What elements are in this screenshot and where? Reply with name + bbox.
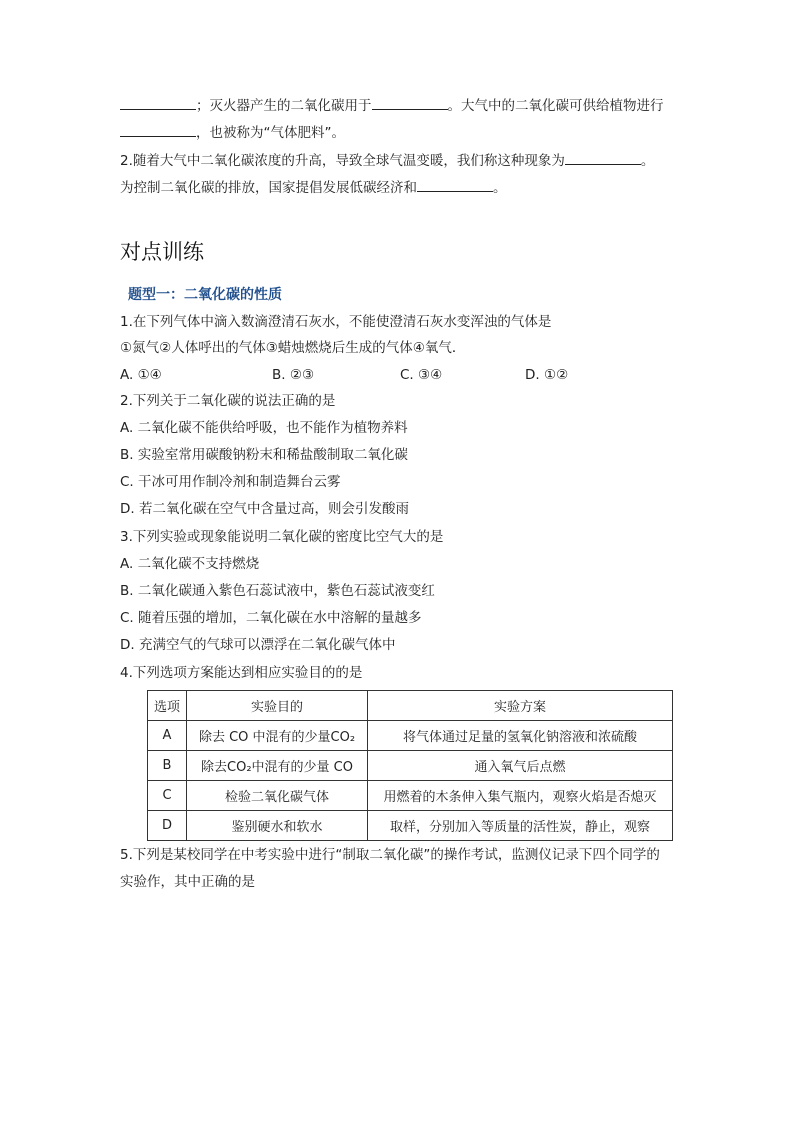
table-cell-purpose: 除去 CO 中混有的少量CO₂	[187, 721, 368, 751]
q3-stem: 3.下列实验或现象能说明二氧化碳的密度比空气大的是	[120, 529, 444, 545]
table-header-cell: 选项	[148, 691, 187, 721]
table-cell-purpose: 鉴别硬水和软水	[187, 811, 368, 841]
answer-blank[interactable]	[372, 95, 448, 110]
table-cell-plan: 取样，分别加入等质量的活性炭，静止，观察	[368, 811, 673, 841]
table-row[interactable]	[148, 811, 673, 841]
intro-q2-line-1	[120, 150, 654, 171]
q3-option-a[interactable]: A. 二氧化碳不支持燃烧	[120, 556, 260, 572]
table-cell-plan: 通入氧气后点燃	[368, 751, 673, 781]
intro-line-1	[120, 95, 664, 116]
section-title: 对点训练	[120, 240, 204, 264]
q2-option-d[interactable]: D. 若二氧化碳在空气中含量过高，则会引发酸雨	[120, 501, 409, 517]
table-cell-plan: 将气体通过足量的氢氧化钠溶液和浓硫酸	[368, 721, 673, 751]
table-cell-plan: 用燃着的木条伸入集气瓶内，观察火焰是否熄灭	[368, 781, 673, 811]
intro-line-2	[120, 122, 345, 143]
intro-text: 为控制二氧化碳的排放，国家提倡发展低碳经济和	[120, 180, 417, 196]
intro-text: 。大气中的二氧化碳可供给植物进行	[447, 98, 664, 114]
q3-option-c[interactable]: C. 随着压强的增加，二氧化碳在水中溶解的量越多	[120, 610, 422, 626]
experiment-plan-table	[147, 690, 673, 841]
q2-option-c[interactable]: C. 干冰可用作制冷剂和制造舞台云雾	[120, 474, 341, 490]
intro-text: 。	[640, 153, 655, 169]
table-cell-option: B	[148, 751, 187, 781]
table-cell-option: C	[148, 781, 187, 811]
table-cell-option: A	[148, 721, 187, 751]
table-row[interactable]	[148, 781, 673, 811]
intro-text: ；灭火器产生的二氧化碳用于	[196, 98, 372, 114]
intro-q2-line-2	[120, 177, 507, 198]
table-cell-purpose: 检验二氧化碳气体	[187, 781, 368, 811]
q3-option-d[interactable]: D. 充满空气的气球可以漂浮在二氧化碳气体中	[120, 637, 396, 653]
table-header-cell: 实验目的	[187, 691, 368, 721]
q2-stem: 2.下列关于二氧化碳的说法正确的是	[120, 393, 336, 409]
answer-blank[interactable]	[120, 122, 196, 137]
q1-option-b[interactable]: B. ②③	[272, 367, 315, 383]
table-cell-purpose: 除去CO₂中混有的少量 CO	[187, 751, 368, 781]
answer-blank[interactable]	[120, 95, 196, 110]
q5-stem: 5.下列是某校同学在中考实验中进行“制取二氧化碳”的操作考试，监测仪记录下四个同学的	[120, 847, 660, 863]
q1-stem-2: ①氮气②人体呼出的气体③蜡烛燃烧后生成的气体④氧气．	[120, 340, 466, 356]
intro-text: 。	[493, 180, 507, 196]
table-row[interactable]	[148, 751, 673, 781]
q4-stem: 4.下列选项方案能达到相应实验目的的是	[120, 665, 363, 681]
table-row[interactable]	[148, 721, 673, 751]
question-type-heading: 题型一：二氧化碳的性质	[128, 287, 282, 303]
intro-text: ，也被称为“气体肥料”。	[196, 125, 345, 141]
q3-option-b[interactable]: B. 二氧化碳通入紫色石蕊试液中，紫色石蕊试液变红	[120, 583, 435, 599]
q1-option-c[interactable]: C. ③④	[400, 367, 443, 383]
intro-text: 2.随着大气中二氧化碳浓度的升高，导致全球气温变暖，我们称这种现象为	[120, 153, 565, 169]
q2-option-a[interactable]: A. 二氧化碳不能供给呼吸，也不能作为植物养料	[120, 420, 408, 436]
q1-option-a[interactable]: A. ①④	[120, 367, 162, 383]
table-cell-option: D	[148, 811, 187, 841]
table-header-row	[148, 691, 673, 721]
table-header-cell: 实验方案	[368, 691, 673, 721]
answer-blank[interactable]	[417, 177, 493, 192]
answer-blank[interactable]	[565, 150, 641, 165]
q1-option-d[interactable]: D. ①②	[525, 367, 569, 383]
q5-stem-2: 实验作，其中正确的是	[120, 874, 255, 890]
q1-options	[120, 365, 680, 385]
q2-option-b[interactable]: B. 实验室常用碳酸钠粉末和稀盐酸制取二氧化碳	[120, 447, 408, 463]
q1-stem: 1.在下列气体中滴入数滴澄清石灰水，不能使澄清石灰水变浑浊的气体是	[120, 314, 552, 330]
